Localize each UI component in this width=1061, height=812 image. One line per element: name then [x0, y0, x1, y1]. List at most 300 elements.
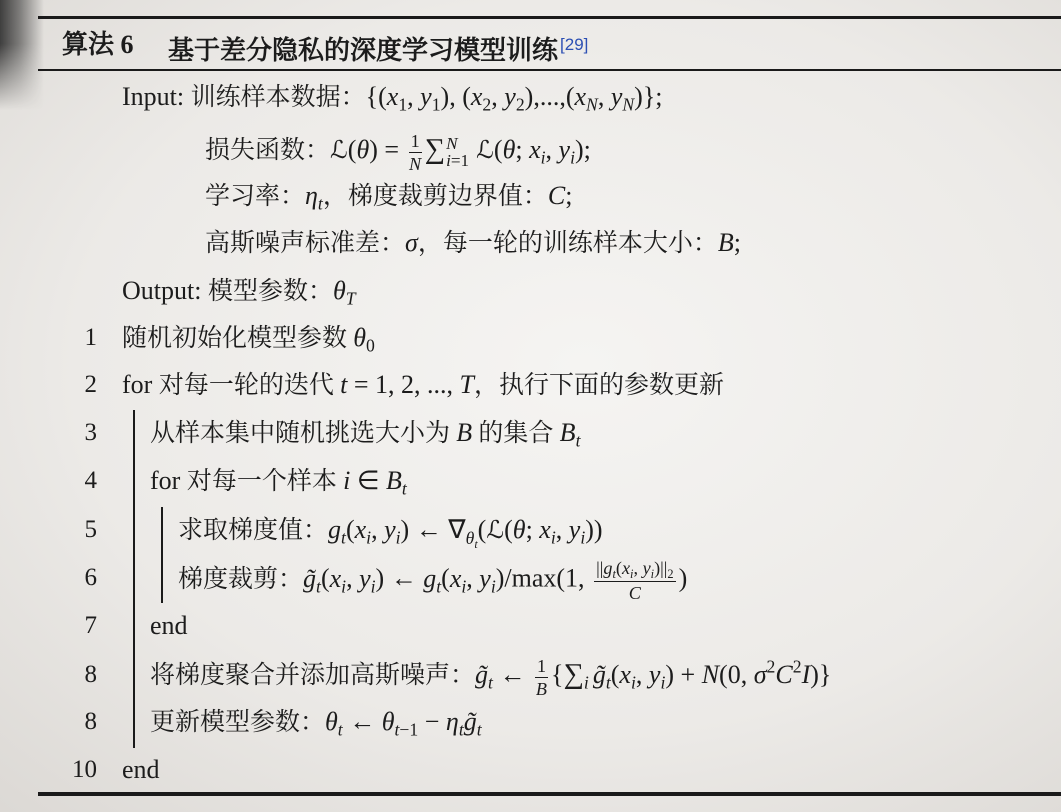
math-text: 2 — [667, 566, 674, 581]
math-subscript — [446, 152, 469, 169]
math-text: 1 — [398, 94, 408, 115]
algorithm-title-text: 基于差分隐私的深度学习模型训练 — [168, 36, 559, 65]
math-atom — [420, 82, 441, 115]
math-atom — [810, 660, 831, 689]
math-atom — [409, 154, 421, 174]
step-outer-end — [0, 750, 1061, 790]
math-variable: N — [446, 134, 458, 153]
math-variable: B — [535, 678, 548, 699]
math-atom — [303, 563, 321, 597]
math-atom — [401, 515, 449, 544]
math-atom — [205, 228, 405, 257]
math-atom — [369, 135, 405, 164]
step-aggregate-noise — [0, 655, 1061, 699]
math-atom — [665, 660, 701, 689]
math-variable: C — [547, 181, 566, 210]
math-atom — [470, 82, 492, 115]
math-text: ( — [441, 563, 450, 593]
math-atom — [585, 515, 602, 544]
math-variable: θ — [512, 515, 526, 544]
line-number: 7 — [84, 612, 97, 639]
math-atom — [418, 228, 718, 257]
math-text: , — [371, 515, 385, 544]
math-text: )|| — [654, 558, 668, 578]
math-atom — [494, 135, 503, 164]
line-content — [122, 750, 160, 790]
math-atom — [558, 135, 576, 168]
math-subscript — [395, 720, 419, 740]
script-symbol: ℒ — [330, 135, 348, 164]
math-text: Output: — [122, 276, 208, 305]
math-atom — [619, 660, 636, 693]
math-subscript — [482, 95, 491, 115]
bottom-rule — [38, 792, 1061, 796]
math-atom — [576, 431, 581, 451]
math-variable: x — [449, 563, 462, 593]
math-text: 1 — [431, 94, 441, 115]
math-atom — [321, 564, 330, 593]
line-content — [205, 130, 591, 174]
learning-rate-line — [0, 176, 1061, 216]
math-atom — [432, 95, 441, 115]
math-text: −1 — [399, 719, 419, 740]
math-atom — [667, 567, 673, 581]
math-text: ( — [493, 135, 503, 164]
math-variable: θ — [381, 707, 395, 736]
math-text: ∑ — [563, 659, 584, 690]
math-atom — [359, 563, 376, 597]
math-subscript — [465, 527, 478, 551]
math-variable: y — [479, 563, 491, 593]
math-text: , — [633, 558, 643, 578]
math-text: )}; — [634, 82, 663, 111]
math-text: ( — [320, 563, 330, 593]
math-variable: B — [456, 418, 473, 447]
math-variable: g — [603, 558, 613, 578]
math-atom — [441, 564, 450, 593]
math-text: end — [122, 755, 160, 784]
input-line — [0, 77, 1061, 117]
math-variable: B — [717, 228, 734, 257]
math-text: for — [150, 466, 187, 495]
math-variable: i — [550, 527, 556, 548]
line-content — [205, 223, 741, 264]
math-text: , — [545, 135, 559, 164]
script-symbol: ℒ — [486, 515, 505, 544]
math-atom — [734, 228, 741, 257]
math-text: (0, — [719, 660, 754, 689]
math-variable: B — [385, 466, 402, 495]
math-atom — [629, 583, 641, 603]
math-atom — [474, 370, 724, 399]
math-text: ; — [525, 515, 540, 544]
math-atom — [592, 660, 611, 693]
step-sample-batch — [0, 413, 1061, 453]
math-variable: x — [329, 563, 342, 593]
loss-function-line — [0, 130, 1061, 174]
math-text: 2 — [766, 656, 776, 677]
chinese-text: 梯度裁剪： — [178, 565, 304, 593]
math-atom — [205, 181, 305, 210]
math-atom — [465, 527, 478, 551]
math-atom — [504, 515, 513, 544]
math-atom — [654, 558, 674, 581]
math-subscript — [477, 720, 482, 740]
math-variable: t — [436, 576, 442, 597]
math-atom — [622, 95, 634, 115]
math-text: 1 — [410, 130, 420, 151]
math-atom — [150, 707, 325, 736]
math-variable: η — [305, 181, 318, 210]
math-atom — [548, 181, 565, 210]
math-atom — [546, 135, 559, 164]
fraction-numerator — [535, 656, 548, 678]
math-atom — [150, 611, 188, 640]
math-variable: x — [619, 660, 631, 689]
math-atom — [449, 563, 467, 597]
math-atom — [598, 82, 611, 111]
math-variable: i — [630, 566, 634, 581]
math-atom — [451, 151, 469, 170]
math-variable: g — [423, 563, 437, 593]
math-subscript — [366, 336, 375, 356]
math-atom — [384, 515, 401, 548]
algorithm-title — [168, 25, 588, 65]
math-subscript — [622, 95, 634, 115]
math-atom — [559, 418, 581, 451]
math-text: ( — [345, 515, 355, 544]
line-number: 6 — [84, 564, 97, 591]
title-rule — [38, 69, 1061, 71]
chinese-text: 对每一个样本 — [186, 468, 344, 495]
math-atom — [346, 515, 355, 544]
math-atom — [802, 660, 811, 689]
math-atom — [476, 135, 494, 164]
math-variable: θ — [325, 707, 338, 736]
math-atom — [399, 720, 418, 740]
math-variable: i — [341, 576, 347, 597]
math-atom — [305, 181, 323, 214]
math-atom — [634, 82, 662, 111]
math-variable: t — [340, 370, 348, 399]
math-atom — [621, 558, 634, 581]
math-text: )} — [810, 660, 832, 689]
math-variable: B — [559, 418, 576, 447]
math-atom — [568, 515, 586, 548]
math-text: ); — [575, 135, 591, 164]
math-variable: i — [583, 672, 589, 693]
math-fraction — [594, 558, 676, 603]
math-atom — [702, 660, 719, 689]
math-variable: g̃ — [463, 707, 477, 736]
math-atom — [793, 656, 802, 676]
step-outer-for — [0, 365, 1061, 405]
math-text: , — [466, 563, 480, 593]
math-variable: N — [586, 94, 598, 115]
math-variable: θ — [502, 135, 516, 164]
math-variable: y — [568, 515, 581, 544]
math-variable: y — [359, 563, 371, 593]
math-atom — [526, 515, 540, 544]
math-text: end — [150, 611, 188, 640]
math-atom — [386, 82, 408, 115]
math-variable: t — [605, 672, 611, 693]
math-atom — [475, 660, 493, 693]
math-atom — [515, 135, 529, 164]
math-text: , — [555, 515, 569, 544]
chinese-text: 损失函数： — [205, 137, 331, 164]
math-variable: x — [354, 515, 367, 544]
line-content — [178, 510, 603, 551]
chinese-text: 对每一轮的迭代 — [158, 372, 341, 399]
math-variable: i — [343, 466, 351, 495]
math-text: ∈ — [350, 466, 386, 495]
math-atom — [575, 135, 591, 164]
top-rule — [38, 16, 1061, 19]
math-variable: T — [345, 288, 356, 309]
math-variable: x — [621, 558, 631, 578]
math-atom — [479, 563, 496, 597]
math-atom — [150, 466, 187, 495]
math-subscript — [667, 567, 673, 581]
math-variable: N — [409, 153, 422, 174]
math-atom — [178, 564, 303, 593]
math-atom — [539, 515, 556, 548]
step-clip — [0, 558, 1061, 604]
math-superscript — [793, 656, 802, 676]
math-text: ) ← — [400, 515, 449, 544]
output-line — [0, 271, 1061, 311]
math-variable: i — [660, 672, 666, 693]
math-atom — [491, 82, 504, 111]
line-number: 10 — [72, 756, 97, 783]
math-atom — [642, 558, 655, 581]
math-text: ( — [504, 515, 513, 544]
math-text: =1 — [450, 151, 470, 171]
math-atom — [122, 370, 159, 399]
math-atom — [563, 659, 589, 693]
math-atom — [329, 563, 347, 597]
math-text: ( — [477, 515, 487, 544]
math-atom — [486, 515, 504, 544]
math-atom — [411, 131, 420, 151]
chinese-text: 训练样本数据： — [190, 84, 366, 111]
math-text: ), ( — [440, 82, 471, 111]
math-atom — [366, 336, 375, 356]
math-atom — [371, 515, 384, 544]
math-variable: i — [366, 527, 372, 548]
math-text: 0 — [366, 335, 375, 356]
line-content — [150, 702, 482, 743]
math-variable: i — [570, 147, 576, 168]
math-atom — [178, 515, 328, 544]
math-text: , — [635, 660, 649, 689]
math-fraction — [535, 656, 548, 699]
math-subscript — [576, 431, 581, 451]
math-atom — [537, 656, 546, 676]
math-atom — [205, 135, 330, 164]
math-atom — [456, 418, 472, 447]
script-symbol: ℒ — [476, 135, 494, 164]
math-atom — [460, 370, 474, 399]
math-text: { — [551, 660, 564, 689]
math-variable: y — [648, 660, 661, 689]
fraction-numerator — [409, 131, 422, 153]
math-atom — [574, 82, 598, 115]
math-variable: t — [316, 576, 321, 597]
fraction-denominator — [409, 153, 421, 174]
math-text: ) = — [369, 135, 406, 164]
math-variable: t — [458, 719, 464, 740]
math-atom — [405, 228, 418, 257]
math-text: ; — [515, 135, 530, 164]
math-atom — [347, 370, 459, 399]
math-fraction — [409, 131, 422, 174]
math-atom — [122, 276, 208, 305]
math-atom — [529, 135, 546, 168]
math-atom — [346, 564, 359, 593]
math-atom — [536, 679, 547, 699]
math-variable: g̃ — [475, 660, 489, 689]
math-atom — [366, 82, 387, 111]
line-content — [122, 365, 724, 406]
math-atom — [504, 82, 525, 115]
math-subscript — [346, 289, 356, 309]
math-atom — [525, 82, 575, 111]
math-atom — [503, 135, 516, 164]
step-inner-end — [0, 606, 1061, 646]
math-atom — [332, 276, 356, 309]
math-text: ∑ — [424, 134, 446, 165]
math-text: 2 — [792, 656, 802, 677]
math-variable: t — [394, 719, 400, 740]
math-text: ← — [342, 707, 382, 736]
chinese-text: 将梯度聚合并添加高斯噪声： — [150, 662, 476, 689]
math-atom — [446, 134, 457, 153]
math-atom — [407, 82, 420, 111]
math-text: 1 — [536, 655, 547, 676]
math-superscript — [446, 135, 469, 152]
math-atom — [323, 181, 548, 210]
math-atom — [565, 181, 572, 210]
math-variable: θ — [356, 135, 370, 164]
math-variable: t — [488, 672, 493, 693]
math-atom — [556, 515, 569, 544]
math-text: ) ← — [375, 563, 424, 593]
step-update-params — [0, 702, 1061, 742]
math-variable: y — [610, 82, 623, 111]
math-text: = 1, 2, ..., — [347, 370, 460, 399]
math-variable: i — [370, 576, 376, 597]
math-variable: y — [504, 82, 516, 111]
math-atom — [718, 228, 734, 257]
math-atom — [551, 660, 563, 689]
math-variable: C — [775, 660, 793, 689]
math-text: ),...,( — [524, 82, 575, 111]
line-content — [150, 606, 188, 646]
math-atom — [448, 515, 478, 551]
math-variable: i — [630, 672, 636, 693]
math-atom — [354, 515, 372, 548]
math-text: Input: — [122, 82, 191, 111]
math-variable: y — [558, 135, 571, 164]
chinese-text: 求取梯度值： — [178, 517, 329, 544]
math-atom — [472, 418, 560, 447]
math-variable: i — [490, 576, 496, 597]
math-variable: g̃ — [592, 660, 606, 689]
chinese-text: 更新模型参数： — [150, 709, 326, 736]
chinese-text: ，梯度裁剪边界值： — [322, 183, 548, 210]
math-atom — [648, 660, 666, 693]
math-atom — [398, 95, 407, 115]
math-variable: θ — [465, 527, 475, 548]
math-variable: t — [317, 193, 323, 214]
math-text: ← — [492, 660, 532, 689]
step-init — [0, 318, 1061, 358]
math-variable: t — [401, 478, 407, 499]
math-atom — [513, 515, 526, 544]
noise-std-line — [0, 223, 1061, 263]
math-atom — [445, 707, 464, 740]
math-variable: I — [801, 660, 811, 689]
math-text: ; — [565, 181, 573, 210]
math-text: )/max(1, — [495, 563, 592, 593]
math-atom — [610, 82, 635, 115]
math-atom — [633, 558, 642, 578]
math-atom — [343, 707, 382, 736]
math-variable: i — [650, 566, 655, 581]
chinese-text: 随机初始化模型参数 — [122, 325, 354, 352]
math-subscript — [516, 95, 525, 115]
math-atom — [636, 660, 649, 689]
math-text: , — [597, 82, 611, 111]
math-subscript — [432, 95, 441, 115]
math-variable: θ — [332, 276, 346, 305]
math-atom — [493, 660, 532, 689]
math-atom — [381, 707, 419, 740]
math-variable: x — [386, 82, 399, 111]
line-content — [178, 558, 687, 603]
math-text: ) + — [665, 660, 702, 689]
math-variable: t — [612, 566, 616, 581]
math-atom — [150, 660, 475, 689]
fraction-denominator — [536, 678, 547, 699]
math-variable: N — [701, 660, 720, 689]
math-atom — [330, 135, 348, 164]
line-number: 4 — [84, 467, 97, 494]
chinese-text: 高斯噪声标准差： — [205, 230, 406, 257]
line-content — [205, 176, 572, 217]
math-variable: η — [445, 707, 459, 736]
math-subscript — [586, 95, 598, 115]
math-variable: y — [642, 558, 651, 578]
line-number: 8 — [84, 661, 97, 688]
math-text: ; — [733, 228, 741, 257]
line-content — [150, 461, 407, 502]
math-variable: t — [474, 536, 478, 551]
math-atom — [424, 134, 472, 171]
math-atom — [122, 323, 353, 352]
math-text: , — [346, 563, 360, 593]
math-atom — [496, 564, 591, 593]
math-variable: σ — [405, 228, 418, 257]
line-number: 3 — [84, 419, 97, 446]
line-number: 8 — [84, 708, 97, 735]
math-atom — [423, 563, 442, 597]
chinese-text: ，执行下面的参数更新 — [473, 372, 724, 399]
citation-reference: [29] — [560, 35, 589, 54]
math-variable: x — [539, 515, 551, 544]
